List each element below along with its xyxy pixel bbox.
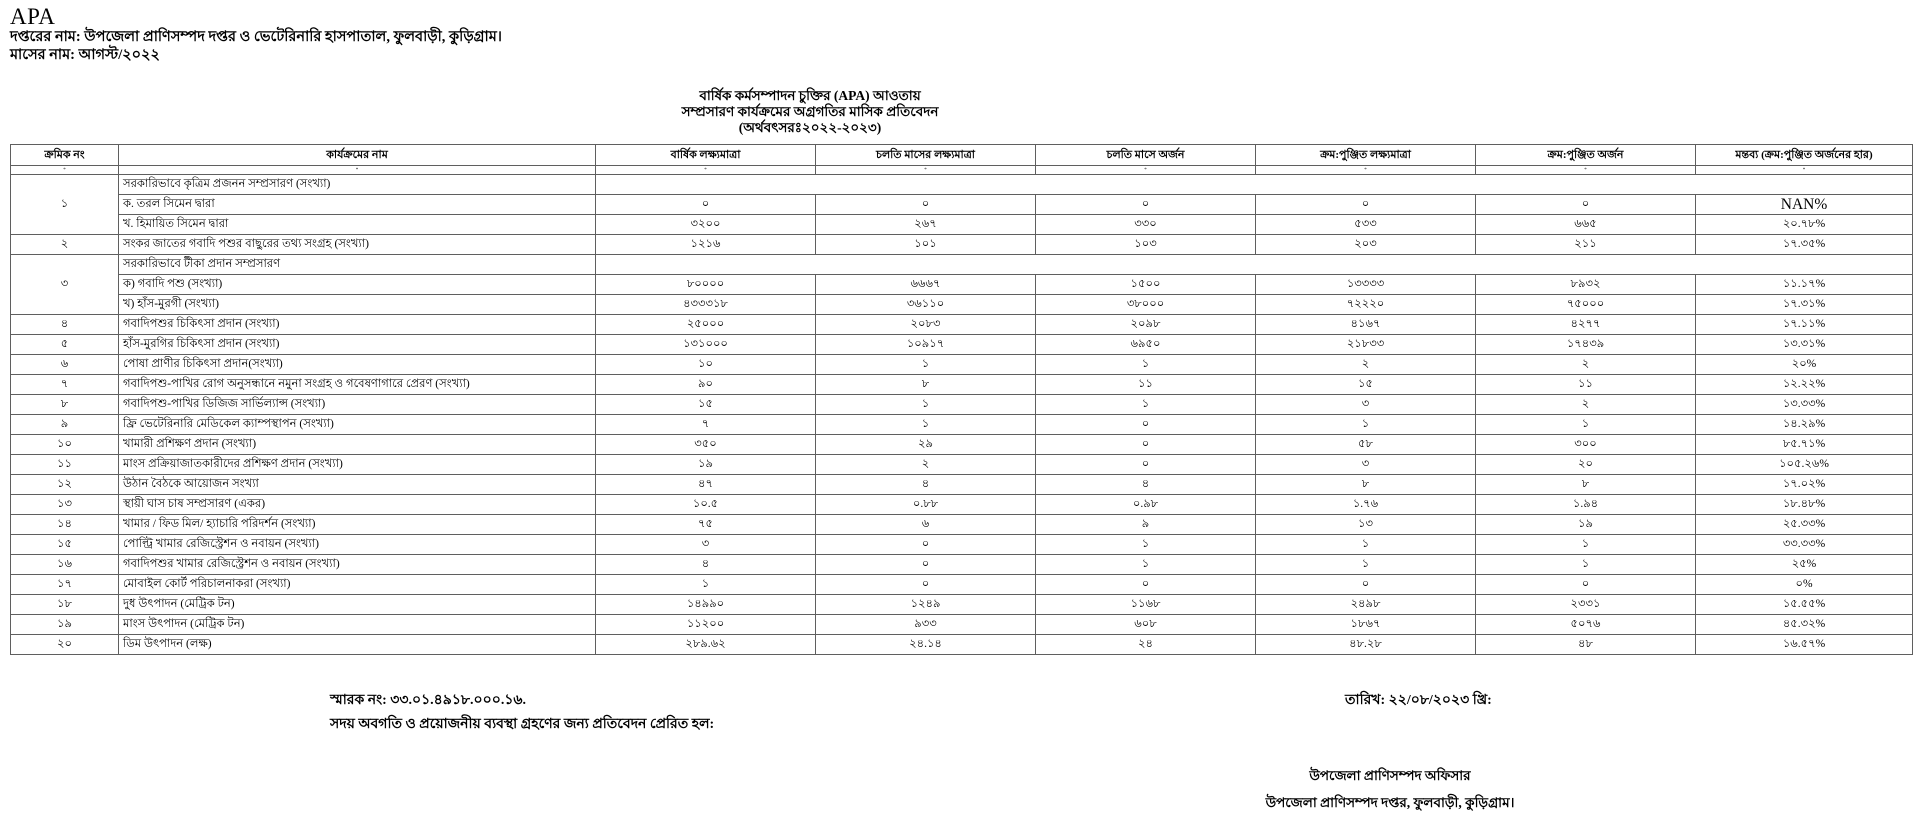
- value-cell: ১: [1256, 535, 1476, 555]
- column-marker: *: [11, 166, 119, 175]
- table-header-row: [11, 145, 1913, 166]
- remark-rate-cell: ১৬.৫৭%: [1696, 635, 1913, 655]
- value-cell: ৫৮: [1256, 435, 1476, 455]
- serial-cell: ১৭: [11, 575, 119, 595]
- column-header: ক্রম:পুঞ্জিত লক্ষ্যমাত্রা: [1256, 145, 1476, 166]
- activity-name-cell: সরকারিভাবে কৃত্রিম প্রজনন সম্প্রসারণ (সংখ্যা): [119, 175, 596, 195]
- table-row: [11, 375, 1913, 395]
- activity-name-cell: দুধ উৎপাদন (মেট্রিক টন): [119, 595, 596, 615]
- value-cell: ৬: [816, 515, 1036, 535]
- value-cell: ৩২০০: [596, 215, 816, 235]
- column-marker: *: [119, 166, 596, 175]
- serial-cell: ৪: [11, 315, 119, 335]
- value-cell: ২০৮৩: [816, 315, 1036, 335]
- value-cell: ২০৩: [1256, 235, 1476, 255]
- value-cell: ১৫: [596, 395, 816, 415]
- table-subheader-row: [11, 166, 1913, 175]
- serial-cell: ৬: [11, 355, 119, 375]
- value-cell: ০: [816, 195, 1036, 215]
- serial-cell: ১৮: [11, 595, 119, 615]
- value-cell: ৩৬১১০: [816, 295, 1036, 315]
- value-cell: ১: [1476, 555, 1696, 575]
- remark-rate-cell: ১৮.৪৮%: [1696, 495, 1913, 515]
- activity-name-cell: খ) হাঁস-মুরগী (সংখ্যা): [119, 295, 596, 315]
- value-cell: ৭৫০০০: [1476, 295, 1696, 315]
- value-cell: ১: [1036, 395, 1256, 415]
- activity-name-cell: সরকারিভাবে টীকা প্রদান সম্প্রসারণ: [119, 255, 596, 275]
- remark-rate-cell: ১১.১৭%: [1696, 275, 1913, 295]
- value-cell: ৩৮০০০: [1036, 295, 1256, 315]
- table-row: [11, 435, 1913, 455]
- signature-block: [1230, 762, 1550, 816]
- value-cell: ১৭৪৩৯: [1476, 335, 1696, 355]
- value-cell: ১: [1036, 555, 1256, 575]
- apa-progress-table-wrap: [10, 144, 1913, 655]
- value-cell: ২: [816, 455, 1036, 475]
- column-marker: *: [1036, 166, 1256, 175]
- value-cell: ০: [1036, 415, 1256, 435]
- value-cell: ৯: [1036, 515, 1256, 535]
- activity-name-cell: সংকর জাতের গবাদি পশুর বাছুরের তথ্য সংগ্রহ (সংখ্যা): [119, 235, 596, 255]
- table-row: [11, 515, 1913, 535]
- value-cell: ১৫০০: [1036, 275, 1256, 295]
- value-cell: ২৫০০০: [596, 315, 816, 335]
- activity-name-cell: মাংস উৎপাদন (মেট্রিক টন): [119, 615, 596, 635]
- value-cell: ০: [1476, 575, 1696, 595]
- value-cell: ১৩১০০০: [596, 335, 816, 355]
- column-header: ক্রম:পুঞ্জিত অর্জন: [1476, 145, 1696, 166]
- activity-name-cell: গবাদিপশু-পাখির ডিজিজ সার্ভিল্যান্স (সংখ্যা): [119, 395, 596, 415]
- value-cell: ৬৬৫: [1476, 215, 1696, 235]
- serial-cell: ১১: [11, 455, 119, 475]
- value-cell: ৩: [1256, 395, 1476, 415]
- remark-rate-cell: ৪৫.৩২%: [1696, 615, 1913, 635]
- value-cell: ২১১: [1476, 235, 1696, 255]
- column-header: চলতি মাসে অর্জন: [1036, 145, 1256, 166]
- remark-rate-cell: ২০.৭৮%: [1696, 215, 1913, 235]
- remark-rate-cell: ১৩.৩১%: [1696, 335, 1913, 355]
- value-cell: ১: [816, 395, 1036, 415]
- value-cell: ৪৮.২৮: [1256, 635, 1476, 655]
- table-row: [11, 495, 1913, 515]
- activity-name-cell: মাংস প্রক্রিয়াজাতকারীদের প্রশিক্ষণ প্রদান (সংখ্যা): [119, 455, 596, 475]
- serial-cell: ১৬: [11, 555, 119, 575]
- column-marker: *: [1696, 166, 1913, 175]
- table-row: [11, 595, 1913, 615]
- value-cell: ৮: [1256, 475, 1476, 495]
- table-row: [11, 215, 1913, 235]
- table-row: [11, 395, 1913, 415]
- value-cell: ৬০৮: [1036, 615, 1256, 635]
- column-marker: *: [1256, 166, 1476, 175]
- value-cell: ৪৮: [1476, 635, 1696, 655]
- value-cell: ১৮৬৭: [1256, 615, 1476, 635]
- serial-cell: ৫: [11, 335, 119, 355]
- remark-rate-cell: ২৫%: [1696, 555, 1913, 575]
- value-cell: ৪: [816, 475, 1036, 495]
- value-cell: ২৩৩১: [1476, 595, 1696, 615]
- value-cell: ০: [1036, 455, 1256, 475]
- value-cell: ২৯: [816, 435, 1036, 455]
- table-row: [11, 295, 1913, 315]
- column-marker: *: [1476, 166, 1696, 175]
- remark-rate-cell: ২০%: [1696, 355, 1913, 375]
- value-cell: ০: [1476, 195, 1696, 215]
- value-cell: ২৪: [1036, 635, 1256, 655]
- page-title: APA: [10, 4, 56, 29]
- value-cell: ০: [816, 555, 1036, 575]
- serial-cell: ৩: [11, 255, 119, 315]
- serial-cell: ৯: [11, 415, 119, 435]
- value-cell: ৪: [596, 555, 816, 575]
- value-cell: ১: [1036, 535, 1256, 555]
- table-row: [11, 535, 1913, 555]
- empty-merged-cell: [596, 175, 1913, 195]
- signatory-designation: উপজেলা প্রাণিসম্পদ অফিসার: [1309, 768, 1471, 783]
- column-marker: *: [816, 166, 1036, 175]
- value-cell: ২০: [1476, 455, 1696, 475]
- value-cell: ২০৯৮: [1036, 315, 1256, 335]
- value-cell: ১: [1256, 555, 1476, 575]
- table-row: [11, 575, 1913, 595]
- value-cell: ৩: [596, 535, 816, 555]
- remark-rate-cell: ৮৫.৭১%: [1696, 435, 1913, 455]
- value-cell: ১: [1036, 355, 1256, 375]
- serial-cell: ২০: [11, 635, 119, 655]
- value-cell: ১২১৬: [596, 235, 816, 255]
- remark-rate-cell: NAN%: [1696, 195, 1913, 215]
- value-cell: ১১: [1036, 375, 1256, 395]
- value-cell: ৮৯৩২: [1476, 275, 1696, 295]
- value-cell: ০: [816, 575, 1036, 595]
- table-row: [11, 315, 1913, 335]
- value-cell: ১৯: [596, 455, 816, 475]
- table-row: [11, 195, 1913, 215]
- remark-rate-cell: ১৭.০২%: [1696, 475, 1913, 495]
- serial-cell: ১৫: [11, 535, 119, 555]
- activity-name-cell: গবাদিপশুর চিকিৎসা প্রদান (সংখ্যা): [119, 315, 596, 335]
- activity-name-cell: ক) গবাদি পশু (সংখ্যা): [119, 275, 596, 295]
- value-cell: ১২৪৯: [816, 595, 1036, 615]
- remark-rate-cell: ৩৩.৩৩%: [1696, 535, 1913, 555]
- report-heading-line1: বার্ষিক কর্মসম্পাদন চুক্তির (APA) আওতায়: [699, 88, 921, 103]
- value-cell: ০: [596, 195, 816, 215]
- value-cell: ৪২৭৭: [1476, 315, 1696, 335]
- remark-rate-cell: ১৭.৩১%: [1696, 295, 1913, 315]
- value-cell: ১১: [1476, 375, 1696, 395]
- remark-rate-cell: ১৫.৫৫%: [1696, 595, 1913, 615]
- serial-cell: ১: [11, 175, 119, 235]
- table-row: [11, 455, 1913, 475]
- value-cell: ১: [596, 575, 816, 595]
- activity-name-cell: পোষা প্রাণীর চিকিৎসা প্রদান(সংখ্যা): [119, 355, 596, 375]
- memo-number: স্মারক নং: ৩৩.০১.৪৯১৮.০০০.১৬.: [330, 693, 527, 708]
- value-cell: ১০১: [816, 235, 1036, 255]
- value-cell: ৭২২২০: [1256, 295, 1476, 315]
- table-row: [11, 615, 1913, 635]
- remark-rate-cell: ০%: [1696, 575, 1913, 595]
- serial-cell: ১২: [11, 475, 119, 495]
- remark-rate-cell: ১০৫.২৬%: [1696, 455, 1913, 475]
- value-cell: ১৫: [1256, 375, 1476, 395]
- value-cell: ১: [816, 355, 1036, 375]
- value-cell: ৮: [1476, 475, 1696, 495]
- table-row: [11, 235, 1913, 255]
- report-heading-line2: সম্প্রসারণ কার্যক্রমের অগ্রগতির মাসিক প্রতিবেদন: [681, 104, 939, 119]
- activity-name-cell: স্থায়ী ঘাস চাষ সম্প্রসারণ (একর): [119, 495, 596, 515]
- office-name-line: দপ্তরের নাম: উপজেলা প্রাণিসম্পদ দপ্তর ও ভেটেরিনারি হাসপাতাল, ফুলবাড়ী, কুড়িগ্রাম।: [10, 29, 502, 45]
- value-cell: ১০: [596, 355, 816, 375]
- column-header: ক্রমিক নং: [11, 145, 119, 166]
- value-cell: ৫৩৩: [1256, 215, 1476, 235]
- table-row: [11, 255, 1913, 275]
- empty-merged-cell: [596, 255, 1913, 275]
- activity-name-cell: হাঁস-মুরগির চিকিৎসা প্রদান (সংখ্যা): [119, 335, 596, 355]
- table-row: [11, 175, 1913, 195]
- activity-name-cell: ফ্রি ভেটেরিনারি মেডিকেল ক্যাম্পস্থাপন (সংখ্যা): [119, 415, 596, 435]
- column-header: বার্ষিক লক্ষ্যমাত্রা: [596, 145, 816, 166]
- serial-cell: ১৪: [11, 515, 119, 535]
- value-cell: ১৩৩৩৩: [1256, 275, 1476, 295]
- activity-name-cell: পোল্ট্রি খামার রেজিস্ট্রেশন ও নবায়ন (সংখ্যা): [119, 535, 596, 555]
- value-cell: ৬৯৫০: [1036, 335, 1256, 355]
- value-cell: ৩৩০: [1036, 215, 1256, 235]
- activity-name-cell: ডিম উৎপাদন (লক্ষ): [119, 635, 596, 655]
- month-name-line: মাসের নাম: আগস্ট/২০২২: [10, 47, 160, 63]
- value-cell: ২১৮৩৩: [1256, 335, 1476, 355]
- table-row: [11, 555, 1913, 575]
- value-cell: ৩০০: [1476, 435, 1696, 455]
- table-row: [11, 635, 1913, 655]
- remark-rate-cell: ২৫.৩৩%: [1696, 515, 1913, 535]
- value-cell: ৯০: [596, 375, 816, 395]
- serial-cell: ১৯: [11, 615, 119, 635]
- column-marker: *: [596, 166, 816, 175]
- value-cell: ১৯: [1476, 515, 1696, 535]
- remark-rate-cell: ১৭.৩৫%: [1696, 235, 1913, 255]
- value-cell: ৪৭: [596, 475, 816, 495]
- remark-rate-cell: ১২.২২%: [1696, 375, 1913, 395]
- report-heading: [0, 88, 1620, 136]
- value-cell: ২৬৭: [816, 215, 1036, 235]
- activity-name-cell: মোবাইল কোর্ট পরিচালনাকরা (সংখ্যা): [119, 575, 596, 595]
- serial-cell: ১০: [11, 435, 119, 455]
- report-date: তারিখ: ২২/০৮/২০২৩ খ্রি:: [1345, 693, 1492, 708]
- forwarding-note: সদয় অবগতি ও প্রয়োজনীয় ব্যবস্থা গ্রহণের জন্য প্রতিবেদন প্রেরিত হল:: [330, 717, 715, 732]
- value-cell: ০.৯৮: [1036, 495, 1256, 515]
- value-cell: ১৩: [1256, 515, 1476, 535]
- value-cell: ১: [1476, 535, 1696, 555]
- table-row: [11, 415, 1913, 435]
- activity-name-cell: গবাদিপশুর খামার রেজিস্ট্রেশন ও নবায়ন (সংখ্যা): [119, 555, 596, 575]
- table-row: [11, 275, 1913, 295]
- value-cell: ২৪.১৪: [816, 635, 1036, 655]
- value-cell: ০: [1256, 575, 1476, 595]
- serial-cell: ২: [11, 235, 119, 255]
- value-cell: ১১৬৮: [1036, 595, 1256, 615]
- apa-progress-table: [10, 144, 1913, 655]
- serial-cell: ১৩: [11, 495, 119, 515]
- remark-rate-cell: ১৪.২৯%: [1696, 415, 1913, 435]
- table-row: [11, 475, 1913, 495]
- serial-cell: ৮: [11, 395, 119, 415]
- report-heading-line3: (অর্থবৎসরঃ২০২২-২০২৩): [738, 120, 882, 135]
- activity-name-cell: ক. তরল সিমেন দ্বারা: [119, 195, 596, 215]
- activity-name-cell: খামারী প্রশিক্ষণ প্রদান (সংখ্যা): [119, 435, 596, 455]
- activity-name-cell: খ. হিমায়িত সিমেন দ্বারা: [119, 215, 596, 235]
- column-header: কার্যক্রমের নাম: [119, 145, 596, 166]
- value-cell: ১১২০০: [596, 615, 816, 635]
- value-cell: ১০৯১৭: [816, 335, 1036, 355]
- activity-name-cell: খামার / ফিড মিল/ হ্যাচারি পরিদর্শন (সংখ্যা): [119, 515, 596, 535]
- value-cell: ৩৫০: [596, 435, 816, 455]
- activity-name-cell: গবাদিপশু-পাখির রোগ অনুসন্ধানে নমুনা সংগ্রহ ও গবেষণাগারে প্রেরণ (সংখ্যা): [119, 375, 596, 395]
- activity-name-cell: উঠান বৈঠকে আয়োজন সংখ্যা: [119, 475, 596, 495]
- signatory-office: উপজেলা প্রাণিসম্পদ দপ্তর, ফুলবাড়ী, কুড়িগ্রাম।: [1265, 795, 1515, 810]
- value-cell: ২৪৯৮: [1256, 595, 1476, 615]
- value-cell: ৯৩৩: [816, 615, 1036, 635]
- value-cell: ৩: [1256, 455, 1476, 475]
- value-cell: ১৪৯৯০: [596, 595, 816, 615]
- value-cell: ৬৬৬৭: [816, 275, 1036, 295]
- value-cell: ১০.৫: [596, 495, 816, 515]
- remark-rate-cell: ১৭.১১%: [1696, 315, 1913, 335]
- value-cell: ০.৮৮: [816, 495, 1036, 515]
- value-cell: ২: [1256, 355, 1476, 375]
- value-cell: ২: [1476, 355, 1696, 375]
- value-cell: ৭৫: [596, 515, 816, 535]
- value-cell: ১: [1256, 415, 1476, 435]
- value-cell: ০: [1036, 435, 1256, 455]
- value-cell: ২৮৯.৬২: [596, 635, 816, 655]
- value-cell: ৮০০০০: [596, 275, 816, 295]
- value-cell: ০: [1256, 195, 1476, 215]
- table-row: [11, 355, 1913, 375]
- value-cell: ৪৩৩৩১৮: [596, 295, 816, 315]
- value-cell: ০: [1036, 195, 1256, 215]
- value-cell: ০: [816, 535, 1036, 555]
- value-cell: ১০৩: [1036, 235, 1256, 255]
- column-header: চলতি মাসের লক্ষ্যমাত্রা: [816, 145, 1036, 166]
- value-cell: ৭: [596, 415, 816, 435]
- value-cell: ১: [816, 415, 1036, 435]
- value-cell: ৮: [816, 375, 1036, 395]
- value-cell: ১.৭৬: [1256, 495, 1476, 515]
- value-cell: ২: [1476, 395, 1696, 415]
- remark-rate-cell: ১৩.৩৩%: [1696, 395, 1913, 415]
- table-row: [11, 335, 1913, 355]
- value-cell: ১: [1476, 415, 1696, 435]
- value-cell: ৪১৬৭: [1256, 315, 1476, 335]
- value-cell: ০: [1036, 575, 1256, 595]
- column-header: মন্তব্য (ক্রম:পুঞ্জিত অর্জনের হার): [1696, 145, 1913, 166]
- value-cell: ১.৯৪: [1476, 495, 1696, 515]
- value-cell: ৫০৭৬: [1476, 615, 1696, 635]
- value-cell: ৪: [1036, 475, 1256, 495]
- serial-cell: ৭: [11, 375, 119, 395]
